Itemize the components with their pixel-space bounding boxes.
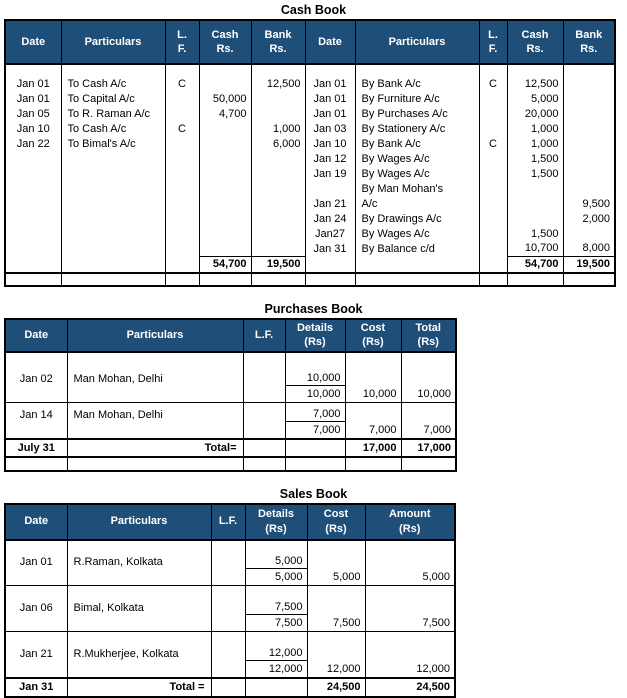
debit-date-cell: Jan 10 — [5, 121, 61, 136]
entry-cost-value: 10,000 — [345, 386, 401, 403]
debit-cash-cell — [199, 181, 251, 196]
debit-lf-cell — [165, 196, 199, 211]
purchases-book-total-row — [5, 439, 456, 457]
credit-particulars-cell: By Wages A/c — [355, 226, 479, 241]
debit-date-cell — [5, 181, 61, 196]
debit-particulars-cell: To R. Raman A/c — [61, 106, 165, 121]
entry-details-subtotal: 7,500 — [245, 615, 307, 632]
entry-date-cell: Jan 02 — [5, 352, 67, 386]
particulars-header-debit: Particulars — [61, 20, 165, 64]
total-label-cell: Total = — [67, 678, 211, 697]
credit-particulars-cell: By Purchases A/c — [355, 106, 479, 121]
cash-header-debit — [199, 20, 251, 64]
lf-header: L.F. — [211, 504, 245, 540]
credit-date-cell: Jan 01 — [305, 106, 355, 121]
purchases-book-title: Purchases Book — [264, 302, 363, 316]
cash-book-section — [0, 3, 627, 287]
credit-lf-cell — [479, 211, 507, 226]
cost-header-line1: Cost — [323, 508, 349, 521]
details-header-line2: (Rs) — [304, 336, 326, 349]
debit-particulars-cell — [61, 181, 165, 196]
cash-book-entry-row — [5, 136, 615, 151]
debit-lf-cell — [165, 136, 199, 151]
purchase-entry-subtotal-row — [5, 386, 456, 403]
debit-cash-cell: 4,700 — [199, 106, 251, 121]
purchases-book-section — [0, 302, 627, 472]
debit-bank-cell: 1,000 — [251, 121, 305, 136]
cash-book-entry-row — [5, 106, 615, 121]
lf-header: L.F. — [243, 319, 285, 352]
entry-details-subtotal: 7,000 — [285, 422, 345, 439]
purchases-book-header-row — [5, 319, 456, 352]
debit-lf-cell — [165, 241, 199, 256]
date-header: Date — [5, 319, 67, 352]
entry-cost-cell — [307, 586, 365, 615]
credit-cash-cell: 12,500 — [507, 76, 563, 91]
debit-cash-cell — [199, 151, 251, 166]
bank-header-line2: Rs. — [269, 43, 287, 55]
sale-entry-row — [5, 540, 455, 569]
debit-particulars-cell: To Capital A/c — [61, 91, 165, 106]
entry-particulars-cell — [67, 661, 211, 678]
debit-date-cell — [5, 256, 61, 273]
credit-cash-cell: 1,500 — [507, 151, 563, 166]
credit-cash-total: 54,700 — [507, 256, 563, 273]
total-label-cell: Total= — [67, 439, 243, 457]
lf-header-line1: L. — [177, 28, 187, 41]
entry-cost-cell — [307, 632, 365, 661]
cash-header-credit — [507, 20, 563, 64]
cash-header-line2: Rs. — [216, 43, 234, 55]
debit-cash-cell: 50,000 — [199, 91, 251, 106]
entry-lf-cell — [243, 422, 285, 439]
credit-lf-cell — [479, 181, 507, 196]
total-lf-cell — [243, 439, 285, 457]
credit-date-cell: Jan 19 — [305, 166, 355, 181]
credit-lf-cell — [479, 226, 507, 241]
debit-lf-cell — [165, 91, 199, 106]
debit-bank-cell — [251, 151, 305, 166]
cash-book-entry-row — [5, 211, 615, 226]
entry-cost-value: 7,000 — [345, 422, 401, 439]
total-details-cell — [245, 678, 307, 697]
debit-bank-total: 19,500 — [251, 256, 305, 273]
entry-particulars-cell: R.Mukherjee, Kolkata — [67, 632, 211, 661]
cost-header — [345, 319, 401, 352]
entry-particulars-cell — [67, 569, 211, 586]
entry-particulars-cell: R.Raman, Kolkata — [67, 540, 211, 569]
sales-book-title: Sales Book — [279, 486, 348, 501]
debit-particulars-cell — [61, 211, 165, 226]
debit-date-cell: Jan 22 — [5, 136, 61, 151]
entry-cost-cell — [307, 540, 365, 569]
total-amount-cell: 24,500 — [365, 678, 455, 697]
credit-bank-cell: 9,500 — [563, 196, 615, 211]
credit-particulars-cell: By Balance c/d — [355, 241, 479, 256]
debit-particulars-cell: To Cash A/c — [61, 121, 165, 136]
credit-date-cell: Jan 31 — [305, 241, 355, 256]
debit-cash-cell — [199, 196, 251, 211]
entry-date-cell: Jan 14 — [5, 403, 67, 422]
entry-amount-value: 5,000 — [365, 569, 455, 586]
credit-bank-cell — [563, 106, 615, 121]
entry-details-subtotal: 5,000 — [245, 569, 307, 586]
credit-lf-cell: C — [479, 136, 507, 151]
credit-cash-cell: 1,500 — [507, 166, 563, 181]
entry-particulars-cell: Man Mohan, Delhi — [67, 352, 243, 386]
entry-lf-cell — [243, 386, 285, 403]
entry-particulars-cell — [67, 422, 243, 439]
cost-header-line2: (Rs) — [362, 336, 384, 349]
debit-cash-cell — [199, 226, 251, 241]
credit-lf-cell — [479, 166, 507, 181]
debit-bank-cell — [251, 106, 305, 121]
purchases-book-table — [4, 318, 457, 472]
entry-total-cell — [401, 403, 456, 422]
debit-date-cell — [5, 211, 61, 226]
debit-date-cell — [5, 151, 61, 166]
sales-book-header-row — [5, 504, 455, 540]
cost-header — [307, 504, 365, 540]
cash-header-line2: Rs. — [526, 43, 544, 55]
credit-particulars-cell: By Man Mohan's — [355, 181, 479, 196]
debit-lf-cell — [165, 151, 199, 166]
credit-bank-cell: 2,000 — [563, 211, 615, 226]
debit-particulars-cell — [61, 166, 165, 181]
details-header — [245, 504, 307, 540]
entry-particulars-cell — [67, 386, 243, 403]
cash-book-header-row — [5, 20, 615, 64]
entry-lf-cell — [211, 586, 245, 615]
debit-date-cell: Jan 05 — [5, 106, 61, 121]
entry-date-cell: Jan 01 — [5, 540, 67, 569]
entry-amount-value: 12,000 — [365, 661, 455, 678]
total-cost-cell: 24,500 — [307, 678, 365, 697]
empty-row — [5, 273, 615, 286]
entry-particulars-cell: Man Mohan, Delhi — [67, 403, 243, 422]
credit-lf-cell — [479, 151, 507, 166]
credit-date-cell — [305, 181, 355, 196]
cost-header-line2: (Rs) — [325, 522, 347, 535]
entry-amount-value: 7,500 — [365, 615, 455, 632]
sale-entry-subtotal-row — [5, 615, 455, 632]
lf-header-line1: L. — [488, 28, 498, 41]
total-lf-cell — [211, 678, 245, 697]
debit-bank-cell — [251, 241, 305, 256]
sales-book-section — [0, 487, 627, 698]
entry-amount-cell — [365, 586, 455, 615]
lf-header-line2: F. — [488, 43, 498, 55]
total-header-line2: (Rs) — [417, 336, 439, 349]
entry-cost-value: 5,000 — [307, 569, 365, 586]
debit-lf-cell — [165, 226, 199, 241]
total-details-cell — [285, 439, 345, 457]
credit-lf-cell — [479, 91, 507, 106]
purchase-entry-row — [5, 403, 456, 422]
entry-date-cell — [5, 661, 67, 678]
debit-date-cell — [5, 196, 61, 211]
credit-date-cell: Jan 01 — [305, 91, 355, 106]
credit-date-cell: Jan27 — [305, 226, 355, 241]
spacer-row — [5, 64, 615, 76]
credit-cash-cell: 1,000 — [507, 121, 563, 136]
debit-cash-cell — [199, 211, 251, 226]
debit-particulars-cell — [61, 241, 165, 256]
credit-cash-cell: 1,500 — [507, 226, 563, 241]
credit-lf-cell — [479, 256, 507, 273]
entry-amount-cell — [365, 540, 455, 569]
debit-particulars-cell — [61, 196, 165, 211]
empty-row — [5, 457, 456, 471]
bank-header-line1: Bank — [264, 28, 292, 41]
entry-cost-value: 7,500 — [307, 615, 365, 632]
amount-header-line2: (Rs) — [399, 522, 421, 535]
amount-header-line1: Amount — [388, 508, 431, 521]
credit-cash-cell — [507, 196, 563, 211]
credit-bank-cell — [563, 91, 615, 106]
entry-date-cell — [5, 615, 67, 632]
entry-lf-cell — [243, 403, 285, 422]
entry-total-value: 10,000 — [401, 386, 456, 403]
entry-amount-cell — [365, 632, 455, 661]
total-header-line1: Total — [415, 322, 441, 334]
debit-lf-cell — [165, 181, 199, 196]
entry-date-cell: Jan 21 — [5, 632, 67, 661]
debit-cash-cell — [199, 166, 251, 181]
credit-lf-cell — [479, 121, 507, 136]
cash-book-entry-row — [5, 166, 615, 181]
total-cost-cell: 17,000 — [345, 439, 401, 457]
credit-lf-cell: C — [479, 76, 507, 91]
debit-lf-cell: C — [165, 76, 199, 91]
particulars-header-credit: Particulars — [355, 20, 479, 64]
entry-details-cell: 12,000 — [245, 632, 307, 661]
credit-particulars-cell: By Bank A/c — [355, 76, 479, 91]
debit-particulars-cell: To Cash A/c — [61, 76, 165, 91]
debit-lf-cell — [165, 256, 199, 273]
entry-lf-cell — [211, 632, 245, 661]
credit-date-cell: Jan 10 — [305, 136, 355, 151]
debit-particulars-cell — [61, 151, 165, 166]
credit-particulars-cell: By Furniture A/c — [355, 91, 479, 106]
bank-header-debit — [251, 20, 305, 64]
debit-lf-cell — [165, 166, 199, 181]
date-header: Date — [5, 504, 67, 540]
debit-date-cell — [5, 166, 61, 181]
cost-header-line1: Cost — [360, 322, 386, 334]
details-header — [285, 319, 345, 352]
entry-lf-cell — [211, 661, 245, 678]
entry-lf-cell — [211, 615, 245, 632]
entry-date-cell — [5, 386, 67, 403]
entry-cost-cell — [345, 352, 401, 386]
total-header — [401, 319, 456, 352]
credit-bank-cell — [563, 166, 615, 181]
cash-book-entry-row — [5, 151, 615, 166]
total-total-cell: 17,000 — [401, 439, 456, 457]
credit-cash-cell: 10,700 — [507, 241, 563, 256]
credit-lf-cell — [479, 106, 507, 121]
credit-date-cell: Jan 12 — [305, 151, 355, 166]
debit-cash-cell — [199, 241, 251, 256]
cash-header-line1: Cash — [211, 28, 239, 41]
debit-bank-cell — [251, 91, 305, 106]
credit-particulars-cell: By Bank A/c — [355, 136, 479, 151]
entry-details-cell: 5,000 — [245, 540, 307, 569]
entry-cost-value: 12,000 — [307, 661, 365, 678]
debit-date-cell — [5, 226, 61, 241]
credit-particulars-cell — [355, 256, 479, 273]
lf-header-credit — [479, 20, 507, 64]
cash-header-line1: Cash — [521, 28, 549, 41]
entry-date-cell — [5, 569, 67, 586]
credit-bank-cell — [563, 121, 615, 136]
debit-bank-cell — [251, 211, 305, 226]
credit-bank-cell — [563, 226, 615, 241]
credit-date-cell — [305, 256, 355, 273]
debit-cash-cell — [199, 121, 251, 136]
credit-particulars-cell: By Drawings A/c — [355, 211, 479, 226]
bank-header-line1: Bank — [575, 28, 603, 41]
purchase-entry-subtotal-row — [5, 422, 456, 439]
cash-book-entry-row — [5, 196, 615, 211]
debit-bank-cell — [251, 166, 305, 181]
cash-book-title: Cash Book — [280, 3, 347, 17]
entry-particulars-cell: Bimal, Kolkata — [67, 586, 211, 615]
debit-date-cell: Jan 01 — [5, 91, 61, 106]
credit-cash-cell: 1,000 — [507, 136, 563, 151]
sale-entry-row — [5, 586, 455, 615]
debit-bank-cell: 12,500 — [251, 76, 305, 91]
date-header-credit: Date — [305, 20, 355, 64]
bank-header-credit — [563, 20, 615, 64]
lf-header-line2: F. — [177, 43, 187, 55]
credit-date-cell: Jan 24 — [305, 211, 355, 226]
cash-book-total-row — [5, 256, 615, 273]
debit-date-cell: Jan 01 — [5, 76, 61, 91]
sale-entry-row — [5, 632, 455, 661]
credit-particulars-cell: A/c — [355, 196, 479, 211]
particulars-header: Particulars — [67, 319, 243, 352]
details-header-line2: (Rs) — [265, 522, 287, 535]
sales-book-total-row — [5, 678, 455, 697]
credit-particulars-cell: By Stationery A/c — [355, 121, 479, 136]
entry-details-subtotal: 10,000 — [285, 386, 345, 403]
credit-particulars-cell: By Wages A/c — [355, 166, 479, 181]
debit-cash-cell — [199, 136, 251, 151]
total-date-cell: Jan 31 — [5, 678, 67, 697]
sales-book-table — [4, 503, 456, 698]
bank-header-line2: Rs. — [580, 43, 598, 55]
particulars-header: Particulars — [67, 504, 211, 540]
credit-particulars-cell: By Wages A/c — [355, 151, 479, 166]
entry-total-cell — [401, 352, 456, 386]
credit-bank-cell — [563, 136, 615, 151]
credit-date-cell: Jan 01 — [305, 76, 355, 91]
details-header-line1: Details — [296, 322, 334, 334]
credit-cash-cell: 5,000 — [507, 91, 563, 106]
entry-particulars-cell — [67, 615, 211, 632]
cash-book-entry-row — [5, 91, 615, 106]
entry-total-value: 7,000 — [401, 422, 456, 439]
credit-cash-cell — [507, 181, 563, 196]
credit-date-cell: Jan 03 — [305, 121, 355, 136]
debit-lf-cell — [165, 106, 199, 121]
credit-bank-cell — [563, 151, 615, 166]
entry-lf-cell — [211, 569, 245, 586]
credit-lf-cell — [479, 196, 507, 211]
credit-cash-cell: 20,000 — [507, 106, 563, 121]
purchase-entry-row — [5, 352, 456, 386]
entry-lf-cell — [243, 352, 285, 386]
entry-date-cell: Jan 06 — [5, 586, 67, 615]
debit-date-cell — [5, 241, 61, 256]
debit-cash-cell — [199, 76, 251, 91]
credit-bank-cell: 8,000 — [563, 241, 615, 256]
cash-book-entry-row — [5, 241, 615, 256]
cash-book-table — [4, 19, 616, 287]
credit-bank-cell — [563, 76, 615, 91]
cash-book-entry-row — [5, 76, 615, 91]
debit-bank-cell — [251, 181, 305, 196]
credit-bank-cell — [563, 181, 615, 196]
cash-book-entry-row — [5, 226, 615, 241]
entry-details-cell: 7,500 — [245, 586, 307, 615]
lf-header-debit — [165, 20, 199, 64]
entry-lf-cell — [211, 540, 245, 569]
details-header-line1: Details — [257, 508, 295, 521]
cash-book-entry-row — [5, 181, 615, 196]
debit-bank-cell: 6,000 — [251, 136, 305, 151]
sale-entry-subtotal-row — [5, 661, 455, 678]
credit-bank-total: 19,500 — [563, 256, 615, 273]
amount-header — [365, 504, 455, 540]
sale-entry-subtotal-row — [5, 569, 455, 586]
entry-date-cell — [5, 422, 67, 439]
entry-cost-cell — [345, 403, 401, 422]
cash-book-entry-row — [5, 121, 615, 136]
credit-cash-cell — [507, 211, 563, 226]
debit-lf-cell — [165, 211, 199, 226]
entry-details-cell: 7,000 — [285, 403, 345, 422]
credit-lf-cell — [479, 241, 507, 256]
debit-bank-cell — [251, 226, 305, 241]
debit-particulars-cell: To Bimal's A/c — [61, 136, 165, 151]
debit-particulars-cell — [61, 256, 165, 273]
entry-details-cell: 10,000 — [285, 352, 345, 386]
entry-details-subtotal: 12,000 — [245, 661, 307, 678]
date-header-debit: Date — [5, 20, 61, 64]
debit-lf-cell: C — [165, 121, 199, 136]
debit-cash-total: 54,700 — [199, 256, 251, 273]
total-date-cell: July 31 — [5, 439, 67, 457]
credit-date-cell: Jan 21 — [305, 196, 355, 211]
debit-bank-cell — [251, 196, 305, 211]
debit-particulars-cell — [61, 226, 165, 241]
